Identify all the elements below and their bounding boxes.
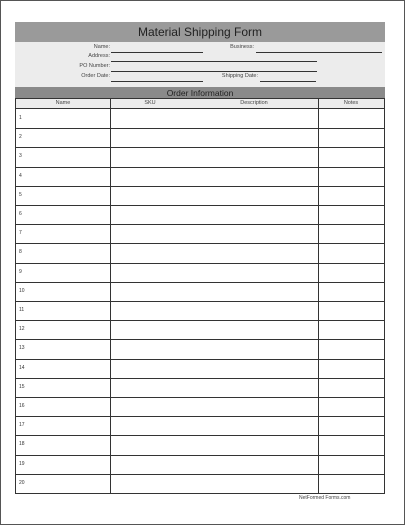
row-number: 5: [19, 191, 22, 198]
column-divider: [318, 99, 319, 493]
table-row-divider: [16, 147, 384, 148]
name-label: Name:: [93, 44, 110, 50]
table-row-divider: [16, 397, 384, 398]
row-number: 11: [19, 307, 25, 313]
po-number-label: PO Number:: [79, 63, 110, 69]
row-number: 15: [19, 383, 25, 390]
row-number: 8: [19, 249, 22, 256]
column-divider: [110, 99, 111, 493]
shipping-date-label: Shipping Date:: [221, 73, 258, 79]
footer-credit: NetFormed Forms.com: [299, 495, 351, 501]
row-number: 6: [19, 211, 22, 217]
form-title-bar: [15, 22, 385, 42]
table-row-divider: [16, 186, 384, 187]
table-row-divider: [16, 243, 384, 244]
address-label: Address:: [88, 53, 110, 59]
row-number: 3: [19, 153, 22, 160]
table-row-divider: [16, 359, 384, 360]
form-title: Material Shipping Form: [137, 25, 263, 39]
table-row-divider: [16, 167, 384, 168]
table-row-divider: [16, 301, 384, 302]
table-row-divider: [16, 128, 384, 129]
row-number: 10: [19, 287, 25, 294]
row-number: 19: [19, 460, 25, 467]
table-row-divider: [16, 320, 384, 321]
row-number: 7: [19, 230, 22, 237]
row-number: 13: [19, 345, 25, 352]
order-date-label: Order Date:: [81, 73, 110, 79]
column-header-notes: Notes: [343, 100, 359, 106]
table-row-divider: [16, 282, 384, 283]
order-table: [15, 98, 385, 494]
po-number-field[interactable]: [111, 71, 317, 72]
column-header-description: Description: [240, 100, 268, 106]
shipping-date-field[interactable]: [260, 81, 316, 82]
table-row-divider: [16, 205, 384, 206]
row-number: 18: [19, 441, 25, 448]
header-fields: [15, 42, 385, 87]
table-row-divider: [16, 474, 384, 475]
table-row-divider: [16, 455, 384, 456]
row-number: 9: [19, 268, 22, 275]
row-number: 14: [19, 364, 25, 371]
business-field[interactable]: [256, 52, 382, 53]
table-row-divider: [16, 224, 384, 225]
table-row-divider: [16, 339, 384, 340]
row-number: 4: [19, 172, 22, 179]
row-number: 20: [19, 479, 25, 486]
order-information-bar: [15, 87, 385, 98]
order-date-field[interactable]: [111, 81, 203, 82]
row-number: 12: [19, 326, 25, 333]
column-header-name: Name: [55, 100, 71, 106]
order-information-title: Order Information: [166, 87, 234, 98]
column-header-row: [16, 99, 384, 109]
table-row-divider: [16, 416, 384, 417]
table-row-divider: [16, 263, 384, 264]
row-number: 17: [19, 422, 25, 429]
name-field[interactable]: [111, 52, 203, 53]
column-header-sku: SKU: [144, 100, 156, 106]
row-number: 1: [19, 115, 22, 121]
address-field[interactable]: [111, 61, 317, 62]
business-label: Business:: [230, 44, 254, 50]
row-number: 16: [19, 403, 25, 409]
row-number: 2: [19, 134, 22, 141]
table-row-divider: [16, 435, 384, 436]
table-row-divider: [16, 378, 384, 379]
